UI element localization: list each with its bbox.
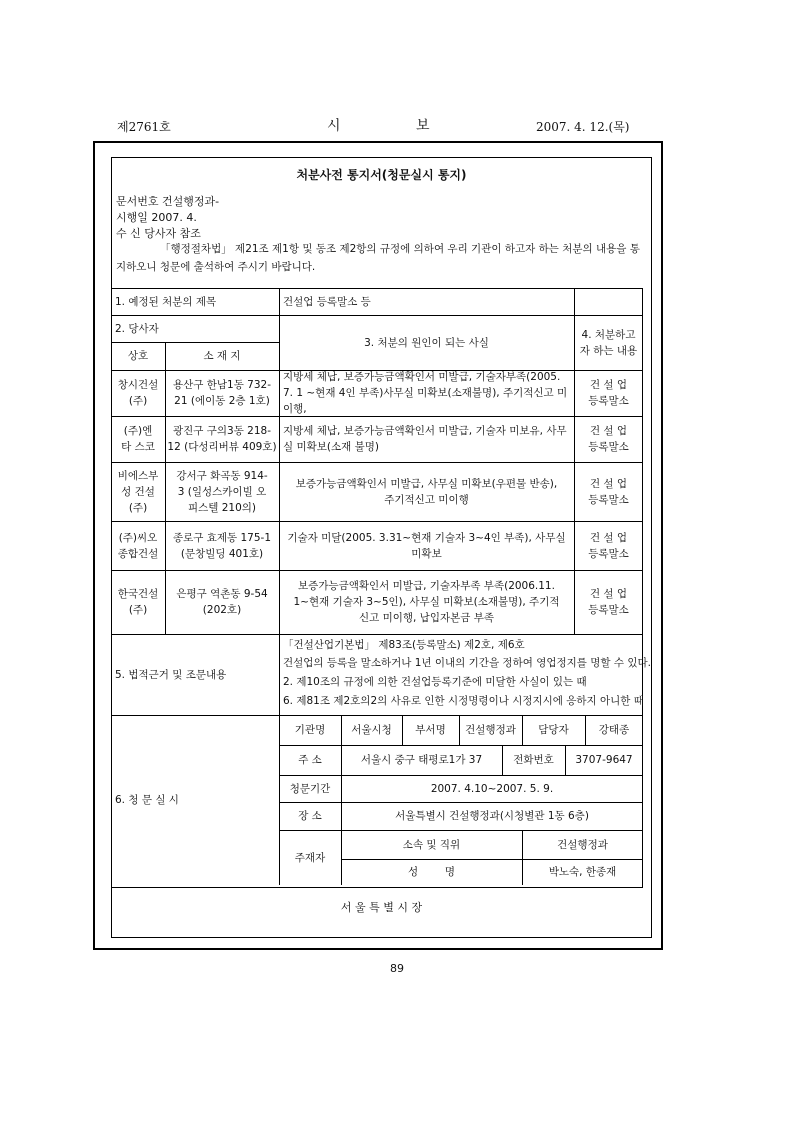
address-value: 서울시 중구 태평로1가 37 [360, 754, 483, 766]
host-name-label: 성 명 [408, 866, 455, 878]
planned-action-label: 1. 예정된 처분의 제목 [115, 295, 217, 308]
row-1-fact: 지방세 체납, 보증가능금액확인서 미발급, 기술자부족(2005. 7. 1 ~현재 4인 부족)사무실 미확보(소재불명), 주기적신고 미이행, [283, 371, 568, 415]
row-1-name: 창시건설(주) [117, 379, 159, 407]
dept-value: 건설행정과 [465, 724, 516, 736]
staff-value: 강태종 [598, 724, 630, 736]
place-value: 서울특별시 건설행정과(시청별관 1동 6층) [395, 810, 589, 822]
row-2-name: (주)엔타 스코 [121, 425, 155, 453]
page-number: 89 [390, 962, 404, 975]
host-position-label: 소속 및 직위 [402, 838, 461, 851]
row-4-address: 종로구 효제동 175-1 (문창빌딩 401호) [172, 531, 272, 560]
agency-label: 기관명 [294, 724, 326, 736]
col-name-header: 상호 [127, 350, 149, 362]
row-3-content: 건 설 업 등록말소 [588, 477, 629, 506]
planned-action-value: 건설업 등록말소 등 [283, 295, 371, 308]
row-1-content: 건 설 업 등록말소 [588, 379, 629, 407]
phone-value: 3707-9647 [575, 754, 633, 766]
intro-line-1: 「행정절차법」 제21조 제1항 및 동조 제2항의 규정에 의하여 우리 기관이 하고자 하는 처분의 내용을 통 [160, 243, 640, 255]
row-4-content: 건 설 업 등록말소 [588, 531, 629, 560]
period-label: 청문기간 [289, 782, 331, 795]
row-2-content: 건 설 업 등록말소 [588, 425, 629, 453]
row-1-address: 용산구 한남1동 732-21 (에이동 2층 1호) [172, 379, 272, 407]
host-name-value: 박노숙, 한종재 [548, 866, 617, 878]
fact-header: 3. 처분의 원인이 되는 사실 [364, 336, 489, 349]
col-address-header: 소 재 지 [203, 350, 241, 362]
gazette-title-char-1: 시 [327, 118, 341, 134]
issue-date: 2007. 4. 12.(목) [536, 120, 630, 134]
row-5-fact: 보증가능금액확인서 미발급, 기술자부족 부족(2006.11. 1~현재 기술자 3~5인), 사무실 미확보(소재불명), 주기적 신고 미이행, 납입자본금 부족 [293, 580, 560, 624]
staff-label: 담당자 [538, 724, 569, 736]
row-2-fact: 지방세 체납, 보증가능금액확인서 미발급, 기술자 미보유, 사무실 미확보(소재 불명) [283, 425, 567, 453]
row-4-name: (주)씨오 종합건설 [117, 531, 159, 560]
row-4-fact: 기술자 미달(2005. 3.31~현재 기술자 3~4인 부족), 사무실 미확보 [287, 531, 566, 560]
row-3-name: 비에스부성 건설(주) [117, 469, 159, 514]
row-5-name: 한국건설 (주) [117, 588, 159, 616]
intro-line-2: 지하오니 청문에 출석하여 주시기 바랍니다. [116, 261, 316, 273]
agency-value: 서울시청 [351, 724, 392, 736]
content-header: 4. 처분하고자 하는 내용 [579, 328, 638, 357]
dept-label: 부서명 [415, 724, 446, 736]
row-5-content: 건 설 업 등록말소 [588, 588, 629, 616]
gazette-title-char-2: 보 [416, 118, 430, 134]
issuer-signature: 서 울 특 별 시 장 [340, 901, 423, 914]
period-value: 2007. 4.10~2007. 5. 9. [430, 782, 554, 795]
party-label: 2. 당사자 [115, 322, 159, 335]
hearing-label: 6. 청 문 실 시 [115, 794, 179, 806]
row-2-address: 광진구 구의3동 218-12 (다성리버뷰 409호) [167, 425, 277, 453]
law-label: 5. 법적근거 및 조문내용 [115, 668, 227, 681]
doc-number: 문서번호 건설행정과- [116, 195, 220, 208]
law-line-4: 6. 제81조 제2호의2의 사유로 인한 시정명령이나 시정지시에 응하지 아니한 때 [283, 695, 644, 707]
place-label: 장 소 [298, 810, 322, 822]
law-line-1: 「건설산업기본법」 제83조(등록말소) 제2호, 제6호 [283, 639, 525, 651]
recipient-line: 수 신 당사자 참조 [116, 227, 201, 240]
issue-number: 제2761호 [117, 120, 171, 134]
law-line-3: 2. 제10조의 규정에 의한 건설업등록기준에 미달한 사실이 있는 때 [283, 676, 587, 688]
row-3-fact: 보증가능금액확인서 미발급, 사무실 미확보(우편물 반송), 주기적신고 미이행 [295, 477, 558, 506]
issue-date-line: 시행일 2007. 4. [116, 211, 197, 224]
row-3-address: 강서구 화곡동 914-3 (일성스카이빌 오피스텔 210의) [176, 469, 268, 514]
document-title: 처분사전 통지서(청문실시 통지) [296, 168, 467, 182]
row-5-address: 은평구 역촌동 9-54 (202호) [176, 588, 268, 616]
host-label: 주재자 [294, 851, 326, 864]
address-label: 주 소 [298, 754, 322, 766]
host-position-value: 건설행정과 [557, 838, 608, 851]
phone-label: 전화번호 [513, 754, 554, 766]
law-line-2: 건설업의 등록을 말소하거나 1년 이내의 기간을 정하여 영업정지를 명할 수 있다. [283, 657, 651, 669]
